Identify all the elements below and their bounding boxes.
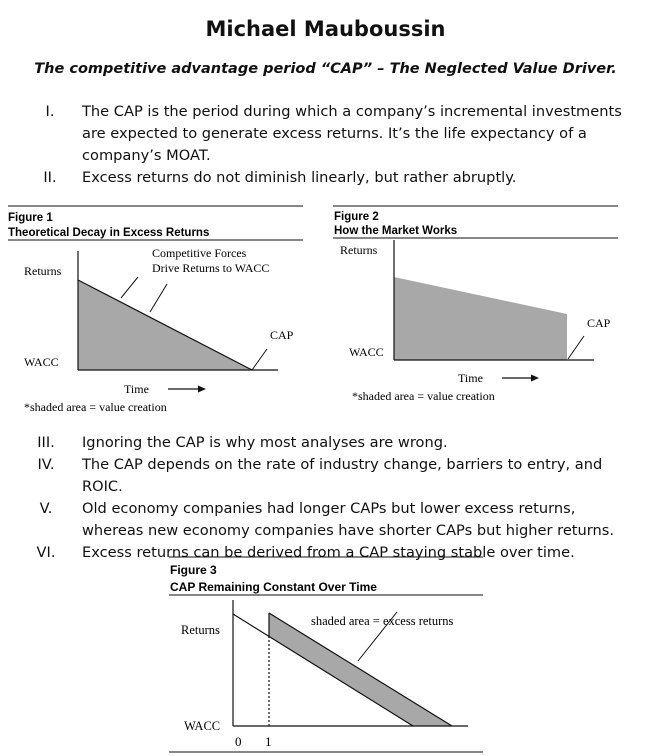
figure-1-annotation-arrow-1 bbox=[121, 277, 138, 298]
list-item-number: V. bbox=[39, 500, 53, 517]
figure-2-number: Figure 2 bbox=[334, 211, 379, 223]
list-item bbox=[0, 101, 651, 167]
figure-2-wacc-label: WACC bbox=[349, 345, 384, 359]
list-item-text: Old economy companies had longer CAPs but lower excess returns, whereas new economy companies have shorter CAPs but higher returns. bbox=[82, 500, 615, 539]
list-item-text: Ignoring the CAP is why most analyses are wrong. bbox=[82, 434, 448, 451]
figure-1-cap-arrow bbox=[252, 349, 267, 370]
figure-2-cap-arrow bbox=[568, 336, 584, 359]
figure-1-cap-label: CAP bbox=[270, 328, 294, 342]
list-item bbox=[0, 432, 651, 454]
figure-2-footnote: *shaded area = value creation bbox=[352, 389, 495, 403]
figure-1 bbox=[0, 204, 310, 419]
figure-1-wacc-label: WACC bbox=[24, 355, 59, 369]
figure-3-wacc-label: WACC bbox=[184, 719, 221, 733]
page-subtitle: The competitive advantage period “CAP” – The Neglected Value Driver. bbox=[34, 61, 617, 77]
list-item-number: III. bbox=[37, 434, 55, 451]
figure-2 bbox=[326, 204, 626, 409]
figure-2-cap-label: CAP bbox=[587, 316, 611, 330]
figure-1-footnote: *shaded area = value creation bbox=[24, 400, 167, 414]
list-item bbox=[0, 167, 651, 189]
figure-2-returns-label: Returns bbox=[340, 243, 378, 257]
figure-3-lower-line bbox=[233, 614, 413, 726]
list-item-text: Excess returns can be derived from a CAP staying stable over time. bbox=[82, 544, 575, 561]
page-title: Michael Mauboussin bbox=[205, 17, 446, 41]
figure-1-number: Figure 1 bbox=[8, 212, 53, 224]
list-item-number: I. bbox=[45, 103, 55, 120]
figure-1-annotation-line2: Drive Returns to WACC bbox=[152, 261, 270, 275]
list-item-number: II. bbox=[43, 169, 57, 186]
figure-1-annotation-line1: Competitive Forces bbox=[152, 246, 247, 260]
list-item-number: IV. bbox=[37, 456, 55, 473]
figure-2-shaded-area bbox=[394, 277, 567, 360]
list-item-text: The CAP depends on the rate of industry change, barriers to entry, and ROIC. bbox=[82, 456, 603, 495]
list-item-text: The CAP is the period during which a company’s incremental investments are expected to generate excess returns. It’s the life expectancy of a company’s MOAT. bbox=[82, 103, 622, 164]
figure-3-tick-1: 1 bbox=[265, 734, 272, 749]
figure-3-annotation: shaded area = excess returns bbox=[311, 614, 454, 628]
figure-3-returns-label: Returns bbox=[181, 623, 220, 637]
points-list-top bbox=[0, 101, 651, 189]
figure-2-time-arrowhead bbox=[531, 375, 539, 382]
figure-3-number: Figure 3 bbox=[170, 563, 217, 577]
list-item-number: VI. bbox=[36, 544, 56, 561]
figure-2-time-label: Time bbox=[458, 371, 483, 385]
figure-2-caption: How the Market Works bbox=[334, 225, 458, 237]
figure-1-returns-label: Returns bbox=[24, 264, 62, 278]
list-item-text: Excess returns do not diminish linearly, but rather abruptly. bbox=[82, 169, 517, 186]
figure-1-time-arrowhead bbox=[198, 386, 206, 393]
figure-3 bbox=[163, 554, 493, 756]
figure-3-caption: CAP Remaining Constant Over Time bbox=[170, 580, 377, 594]
list-item bbox=[0, 498, 651, 542]
figure-1-caption: Theoretical Decay in Excess Returns bbox=[8, 227, 210, 239]
figure-1-time-label: Time bbox=[124, 382, 149, 396]
figure-3-upper-line bbox=[269, 613, 452, 726]
figure-1-annotation-arrow-2 bbox=[150, 284, 167, 312]
points-list-bottom bbox=[0, 432, 651, 564]
figure-3-tick-0: 0 bbox=[235, 734, 242, 749]
list-item bbox=[0, 454, 651, 498]
